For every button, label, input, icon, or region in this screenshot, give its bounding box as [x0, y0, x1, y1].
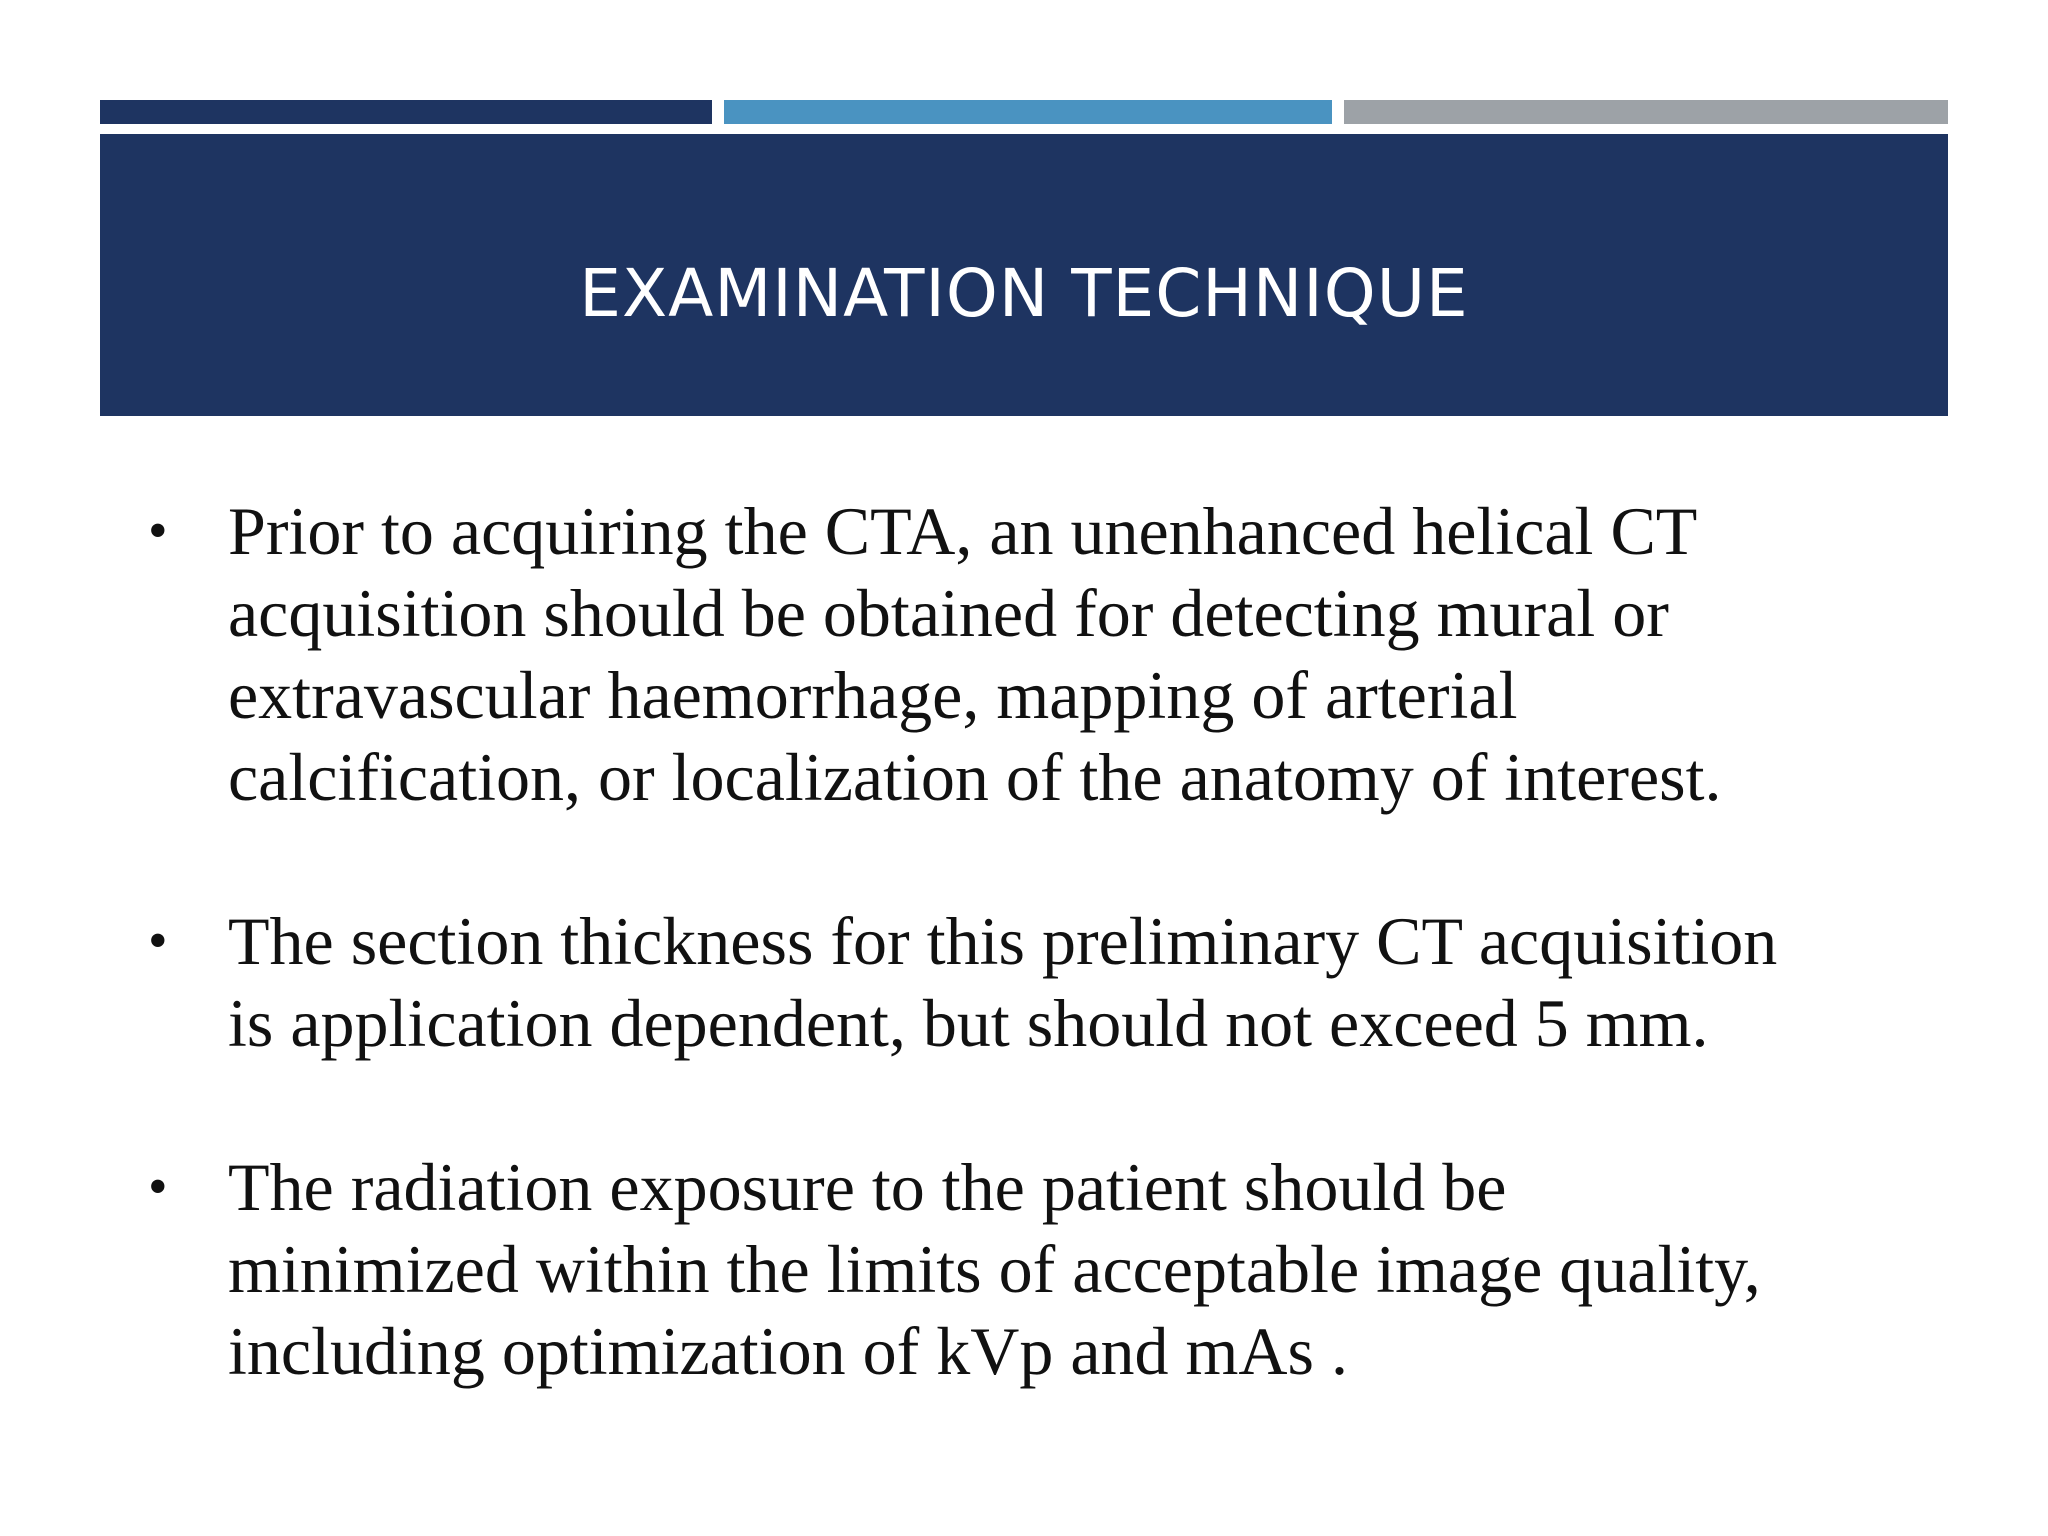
- bullet-dot-icon: •: [148, 500, 168, 562]
- slide-title: EXAMINATION TECHNIQUE: [579, 254, 1469, 332]
- bullet-text: Prior to acquiring the CTA, an unenhanced helical CT acquisition should be obtained for detecting mural or extravascular haemorrhage, mapping of arterial calcification, or localization of the anatomy of interest.: [228, 493, 1722, 815]
- bullet-list: [148, 490, 1948, 1474]
- bullet-text: The section thickness for this preliminary CT acquisition is application dependent, but should not exceed 5 mm.: [228, 903, 1778, 1061]
- accent-bar-gray: [1344, 100, 1948, 124]
- bullet-text: The radiation exposure to the patient should be minimized within the limits of acceptable image quality, including optimization of kVp and mAs .: [228, 1149, 1761, 1389]
- bullet-item: [148, 490, 1948, 818]
- accent-bar-dark-blue: [100, 100, 712, 124]
- title-banner: [100, 134, 1948, 416]
- bullet-item: [148, 1146, 1948, 1392]
- accent-bar-light-blue: [724, 100, 1332, 124]
- bullet-item: [148, 900, 1948, 1064]
- bullet-dot-icon: •: [148, 1156, 168, 1218]
- bullet-dot-icon: •: [148, 910, 168, 972]
